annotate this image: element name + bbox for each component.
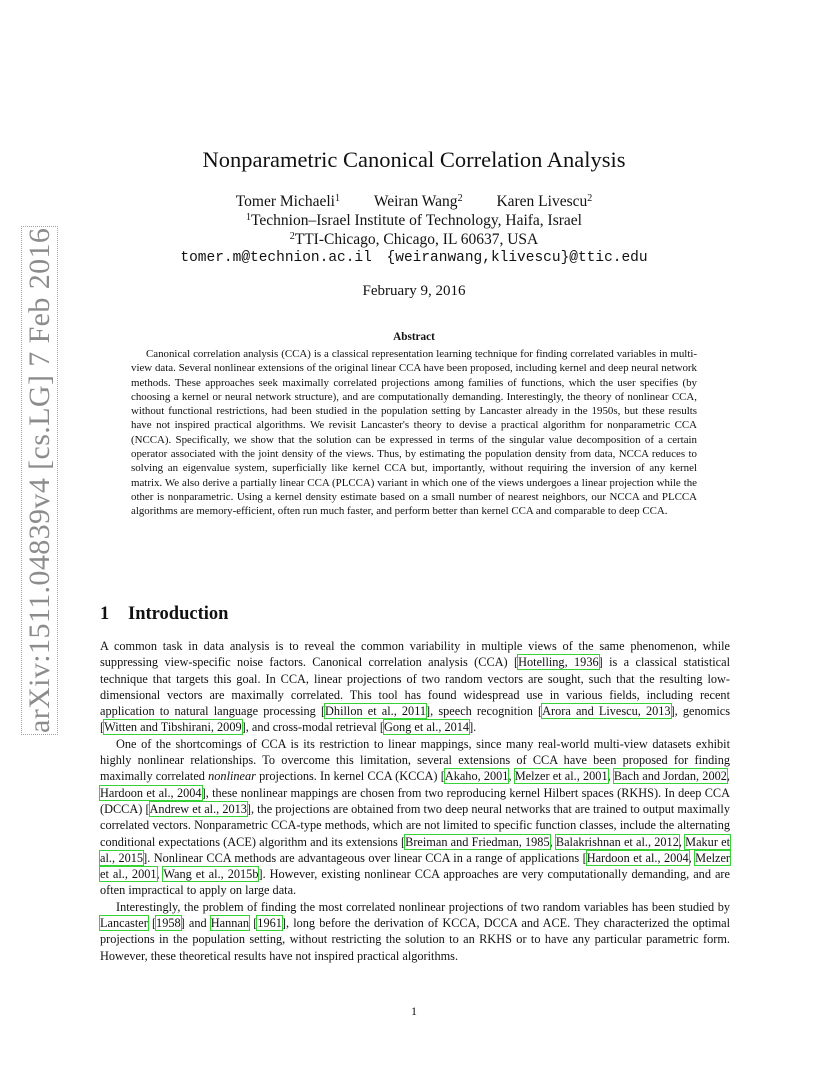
- paragraph-text: ,: [508, 769, 515, 784]
- citation-link[interactable]: Wang et al., 2015b: [163, 867, 259, 882]
- paragraph-text: [: [249, 916, 258, 931]
- author-emails: tomer.m@technion.ac.il {weiranwang,klivescu}@ttic.edu: [180, 250, 648, 266]
- paragraph-text: ] and: [180, 916, 211, 931]
- citation-link[interactable]: Hannan: [210, 916, 250, 931]
- author-list: [0, 192, 828, 211]
- section-body: [100, 638, 730, 964]
- paragraph-text: ,: [156, 867, 164, 882]
- paragraph-text: ]. Nonlinear CCA methods are advantageous over linear CCA in a range of applications [: [143, 850, 587, 865]
- affiliation-1: [0, 211, 828, 230]
- citation-link[interactable]: Melzer et al., 2001: [514, 769, 608, 784]
- arxiv-identifier-link[interactable]: arXiv:1511.04839v4 [cs.LG] 7 Feb 2016: [23, 227, 56, 733]
- affiliation-mark: 2: [289, 231, 295, 242]
- author-2: [374, 192, 463, 211]
- section-title: Introduction: [128, 604, 229, 624]
- paper-title: Nonparametric Canonical Correlation Analysis: [202, 147, 626, 172]
- paragraph-text: ,: [726, 769, 730, 784]
- abstract-heading: Abstract: [393, 331, 435, 343]
- affiliation-2: [0, 230, 828, 249]
- author-affil-mark: 2: [587, 193, 593, 204]
- paragraph-text: ], speech recognition [: [426, 704, 543, 719]
- citation-link[interactable]: Breiman and Friedman, 1985: [405, 834, 550, 849]
- citation-link[interactable]: Witten and Tibshirani, 2009: [104, 720, 242, 735]
- citation-link[interactable]: Dhillon et al., 2011: [325, 704, 427, 719]
- paragraph-text: ], these nonlinear mappings are chosen from two reproducing kernel Hilbert spaces (RKHS). In deep CCA (DCCA) [: [100, 785, 730, 816]
- paragraph: [100, 899, 730, 964]
- abstract-text: Canonical correlation analysis (CCA) is a classical representation learning technique for finding correlated variables in multi-view data. Several nonlinear extensions of the original linear CCA have been proposed, including kernel and deep neural network methods. These approaches seek maximally correlated projections among families of functions, which the user specifies (by choosing a kernel or neural network structure), and are computationally demanding. Interestingly, the theory of nonlinear CCA, without functional restrictions, had been studied in the population setting by Lancaster already in the 1950s, but these results have not inspired practical algorithms. We revisit Lancaster's theory to devise a practical algorithm for nonparametric CCA (NCCA). Specifically, we show that the solution can be expressed in terms of the singular value decomposition of a certain operator associated with the joint density of the views. Thus, by estimating the population density from data, NCCA reduces to solving an eigenvalue system, superficially like kernel CCA but, importantly, without requiring the inversion of any kernel matrix. We also derive a partially linear CCA (PLCCA) variant in which one of the views undergoes a linear projection while the other is nonparametric. Using a kernel density estimate based on a small number of nearest neighbors, our NCCA and PLCCA algorithms are memory-efficient, often run much faster, and perform better than kernel CCA and comparable to deep CCA.: [131, 348, 697, 518]
- author-1: [236, 192, 340, 211]
- author-name: Tomer Michaeli: [235, 193, 335, 210]
- citation-link[interactable]: Melzer et al., 2001: [100, 850, 730, 882]
- affiliation-text: TTI-Chicago, Chicago, IL 60637, USA: [294, 231, 539, 248]
- paragraph-text: Interestingly, the problem of finding the most correlated nonlinear projections of two random variables has been studied by: [116, 899, 730, 914]
- affiliation-text: Technion–Israel Institute of Technology, Haifa, Israel: [251, 212, 582, 229]
- paragraph-text: ], the projections are obtained from two deep neural networks that are trained to output maximally correlated vectors. Nonparametric CCA-type methods, which are not limited to specific function classes, include the alternating conditional expectations (ACE) algorithm and its extensions [: [100, 801, 730, 849]
- section-heading: [100, 602, 228, 626]
- paragraph-text: ]. However, existing nonlinear CCA approaches are very computationally demanding, and are often impractical to apply on large data.: [100, 867, 730, 898]
- paper-date: February 9, 2016: [362, 283, 466, 299]
- paragraph-text: ] is a classical statistical technique that targets this goal. In CCA, linear projections of two random vectors are sought, such that the resulting low-dimensional vectors are maximally correlated. This tool has found widespread use in various fields, including recent application to natural language processing [: [100, 655, 730, 719]
- citation-link[interactable]: Lancaster: [100, 916, 148, 931]
- paragraph: [100, 736, 730, 899]
- paragraph-text: ].: [469, 720, 477, 735]
- citation-link[interactable]: 1958: [156, 916, 181, 931]
- citation-link[interactable]: Akaho, 2001: [444, 769, 509, 784]
- paragraph-text: ,: [607, 769, 614, 784]
- citation-link[interactable]: Andrew et al., 2013: [149, 801, 247, 816]
- author-name: Karen Livescu: [496, 193, 588, 210]
- citation-link[interactable]: Makur et al., 2015: [100, 834, 730, 865]
- citation-link[interactable]: Balakrishnan et al., 2012: [555, 834, 679, 849]
- section-number: 1: [100, 604, 110, 624]
- paragraph-text: ,: [549, 834, 556, 849]
- paragraph-text: projections. In kernel CCA (KCCA) [: [255, 769, 445, 784]
- citation-link[interactable]: Bach and Jordan, 2002: [613, 769, 727, 784]
- paragraph-text: ], genomics [: [100, 704, 731, 735]
- citation-link[interactable]: Arora and Livescu, 2013: [542, 704, 671, 719]
- author-3: [496, 192, 592, 211]
- paragraph-text: [: [147, 916, 157, 931]
- paragraph-text: ], and cross-modal retrieval [: [241, 720, 385, 735]
- author-affil-mark: 1: [334, 193, 340, 204]
- paragraph-text: ], long before the derivation of KCCA, DCCA and ACE. They characterized the optimal projections in the population setting, without restricting the solution to an RKHS or to have any particular parametric form. However, these theoretical results have not inspired practical algorithms.: [100, 916, 731, 963]
- citation-link[interactable]: Gong et al., 2014: [384, 720, 470, 735]
- page-number: 1: [411, 1004, 417, 1018]
- author-name: Weiran Wang: [373, 193, 458, 210]
- paragraph: [100, 638, 730, 736]
- paragraph-text: ,: [678, 834, 686, 849]
- citation-link[interactable]: 1961: [257, 916, 282, 931]
- citation-link[interactable]: Hardoon et al., 2004: [100, 785, 202, 800]
- paragraph-text: A common task in data analysis is to reveal the common variability in multiple views of the same phenomenon, while suppressing view-specific noise factors. Canonical correlation analysis (CCA) [: [100, 639, 730, 670]
- citation-link[interactable]: Hotelling, 1936: [518, 655, 599, 670]
- paragraph-text: ,: [688, 850, 696, 865]
- paragraph-text: One of the shortcomings of CCA is its restriction to linear mappings, since many real-world multi-view datasets exhibit highly nonlinear relationships. To overcome this limitation, several extensions of CCA have been proposed for finding maximally correlated: [100, 736, 730, 784]
- affiliation-mark: 1: [246, 212, 252, 223]
- citation-link[interactable]: Hardoon et al., 2004: [586, 850, 689, 865]
- author-affil-mark: 2: [457, 193, 463, 204]
- emphasized-text: nonlinear: [208, 769, 256, 784]
